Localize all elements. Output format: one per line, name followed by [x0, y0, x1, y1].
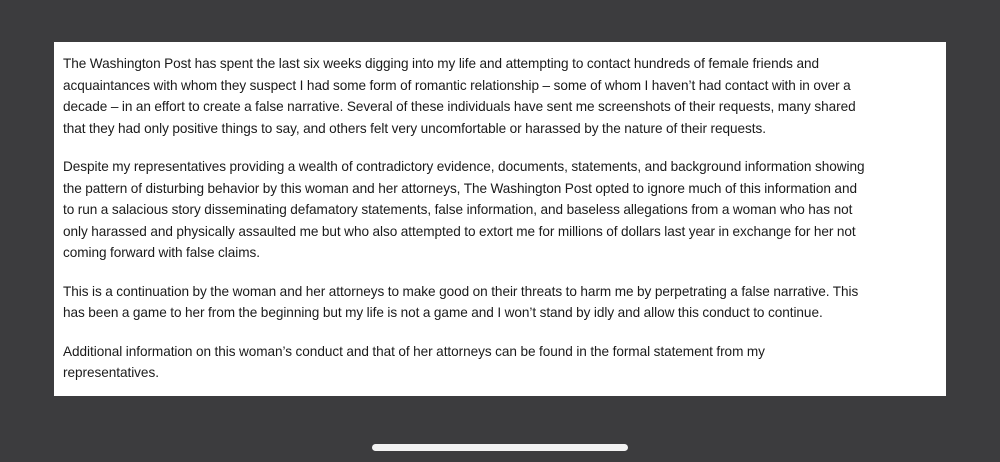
statement-paragraph-4 [63, 341, 946, 384]
paragraph-line: coming forward with false claims. [63, 245, 260, 260]
paragraph-line: only harassed and physically assaulted me but who also attempted to extort me for millions of dollars last year in exchange for her not [63, 223, 856, 239]
statement-paragraph-1 [63, 53, 946, 139]
paragraph-line: representatives. [63, 365, 159, 380]
paragraph-line: has been a game to her from the beginning but my life is not a game and I won’t stand by idly and allow this conduct to continue. [63, 305, 823, 320]
paragraph-line: decade – in an effort to create a false narrative. Several of these individuals have sent me screenshots of their requests, many shared [63, 99, 856, 114]
paragraph-line: Despite my representatives providing a wealth of contradictory evidence, documents, statements, and background information showing [63, 159, 865, 174]
paragraph-line: that they had only positive things to say, and others felt very uncomfortable or harassed by the nature of their requests. [63, 120, 766, 136]
paragraph-line: This is a continuation by the woman and her attorneys to make good on their threats to harm me by perpetrating a false narrative. This [63, 283, 859, 299]
paragraph-line: the pattern of disturbing behavior by this woman and her attorneys, The Washington Post opted to ignore much of this information and [63, 180, 857, 196]
statement-paragraph-3 [63, 281, 946, 324]
paragraph-line: Additional information on this woman’s conduct and that of her attorneys can be found in the formal statement from my [63, 343, 765, 359]
paragraph-line: acquaintances with whom they suspect I had some form of romantic relationship – some of whom I haven’t had contact with in over a [63, 77, 851, 93]
statement-paragraph-2 [63, 156, 946, 264]
home-indicator-bar[interactable] [372, 444, 628, 451]
paragraph-line: The Washington Post has spent the last six weeks digging into my life and attempting to contact hundreds of female friends and [63, 56, 819, 71]
paragraph-line: to run a salacious story disseminating defamatory statements, false information, and baseless allegations from a woman who has not [63, 202, 853, 217]
statement-card [54, 42, 946, 396]
